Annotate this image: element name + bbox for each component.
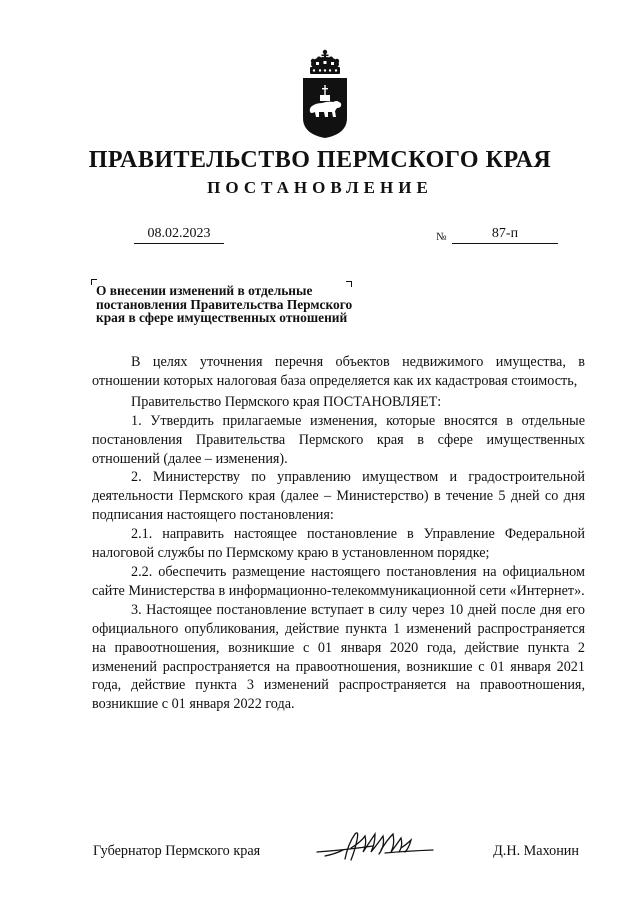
document-subject <box>96 284 396 325</box>
perm-krai-coat-of-arms-icon <box>295 48 355 140</box>
number-sign: № <box>436 231 447 243</box>
handwritten-signature <box>315 826 435 866</box>
subject-line: О внесении изменений в отдельные <box>96 283 313 298</box>
resolves-paragraph: Правительство Пермского края ПОСТАНОВЛЯЕТ: <box>131 393 442 410</box>
subject-line: постановления Правительства Пермского <box>96 296 353 312</box>
document-type: ПОСТАНОВЛЕНИЕ <box>207 178 433 197</box>
government-title: ПРАВИТЕЛЬСТВО ПЕРМСКОГО КРАЯ <box>88 147 552 173</box>
clause-2-1: 2.1. направить настоящее постановление в Управление Федеральной налоговой службы по Пермскому краю в установленном порядке; <box>92 526 585 562</box>
clause-1: 1. Утвердить прилагаемые изменения, которые вносятся в отдельные постановления Правительства Пермского края в сфере имущественных отношений (далее – изменения). <box>92 412 585 467</box>
document-number: 87-п <box>452 226 558 244</box>
signatory-name: Д.Н. Махонин <box>493 843 579 859</box>
clause-2-2: 2.2. обеспечить размещение настоящего постановления на официальном сайте Министерства в информационно-телекоммуникационной сети «Интернет». <box>92 563 585 599</box>
signatory-role: Губернатор Пермского края <box>93 843 261 859</box>
clause-2: 2. Министерству по управлению имуществом и градостроительной деятельности Пермского края (далее – Министерство) в течение 5 дней со дня подписания настоящего постановления: <box>92 469 585 524</box>
subject-line: края в сфере имущественных отношений <box>96 310 348 325</box>
preamble-paragraph: В целях уточнения перечня объектов недвижимого имущества, в отношении которых налоговая база определяется как их кадастровая стоимость, <box>92 354 585 389</box>
document-date: 08.02.2023 <box>134 226 224 244</box>
document-body <box>92 353 585 714</box>
clause-3: 3. Настоящее постановление вступает в силу через 10 дней после дня его официального опубликования, действие пункта 1 изменений распространяется на правоотношения, возникшие с 01 января 2020 года, действие пункта 2 изменений распространяется на правоотношения, возникшие с 01 января 2021 года, действие пункта 3 изменений распространяется на правоотношения, возникшие с 01 января 2022 года. <box>92 601 585 713</box>
